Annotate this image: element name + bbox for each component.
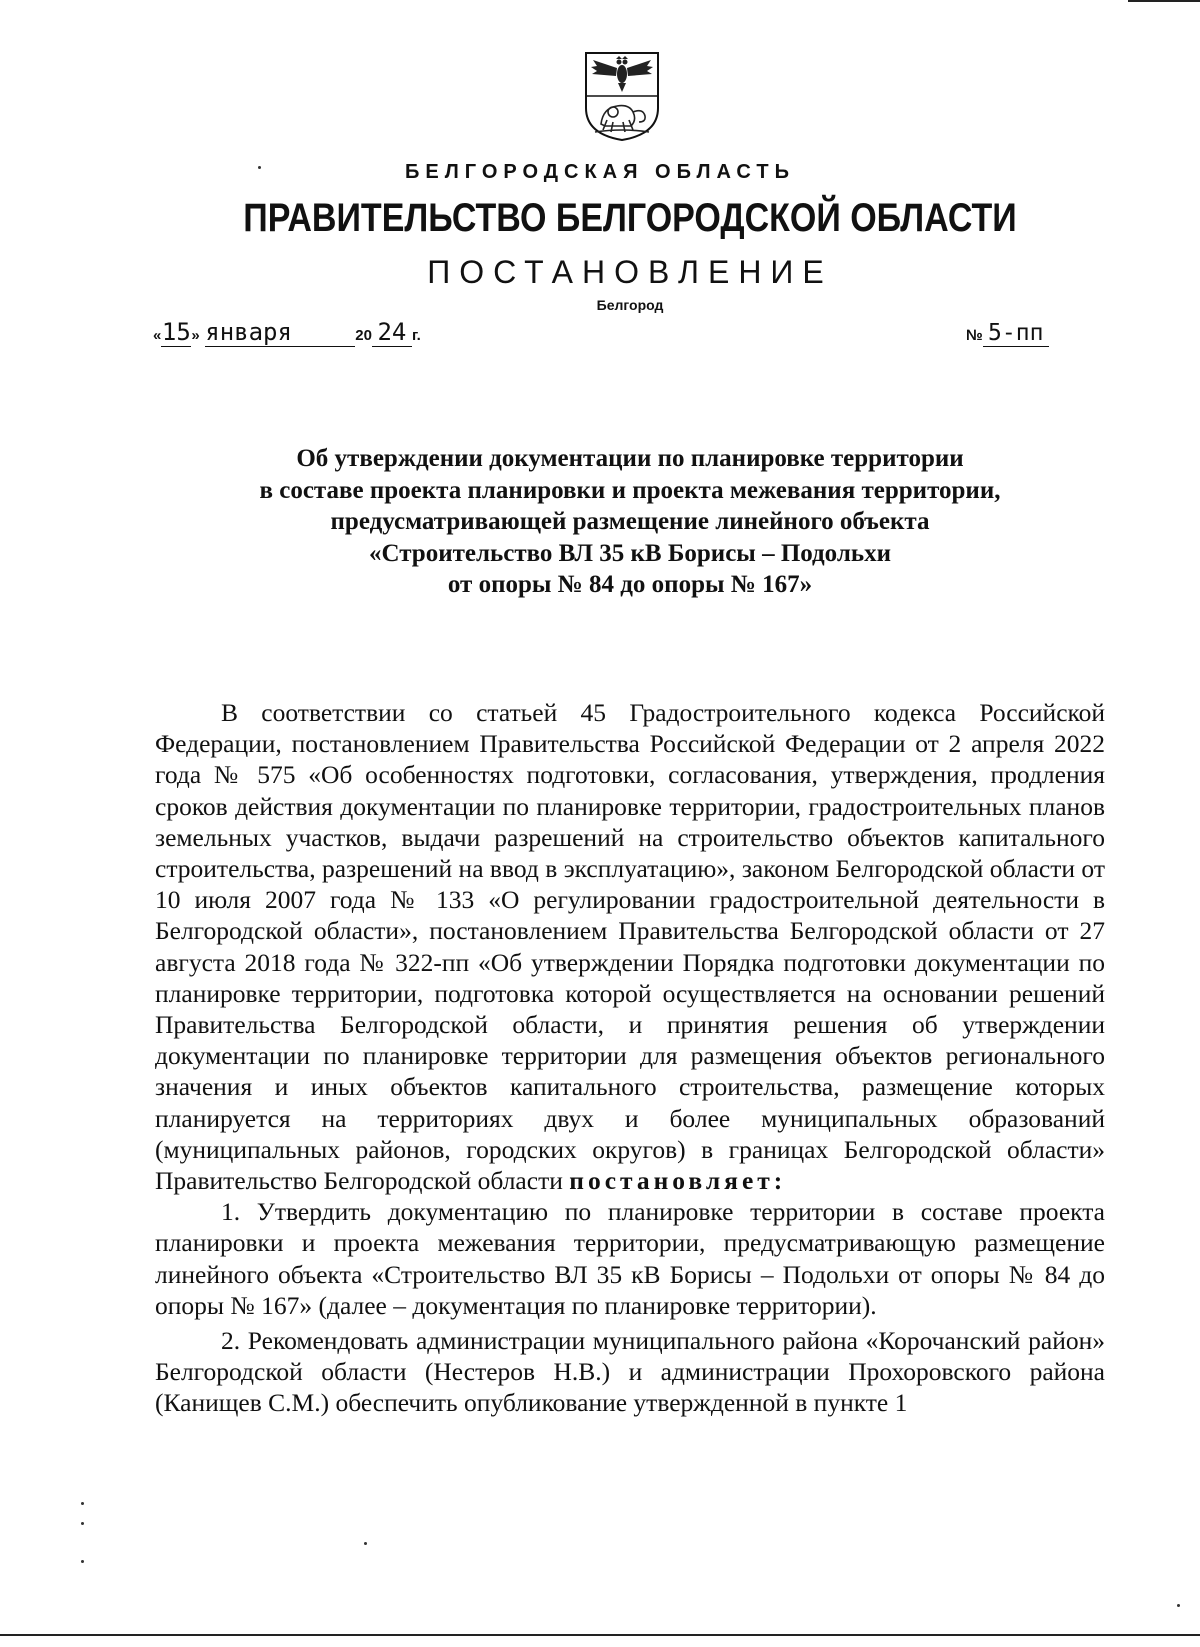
date-line xyxy=(153,318,421,347)
document-title xyxy=(0,443,1200,601)
item-2-paragraph: 2. Рекомендовать администрации муниципального района «Корочанский район» Белгородской области (Нестеров Н.В.) и администрации Прохоровского района (Канищев С.М.) обеспечить опубликование утвержденной в пункте 1 xyxy=(155,1326,1105,1418)
document-number: 5-пп xyxy=(983,320,1049,347)
city-name: Белгород xyxy=(596,297,664,313)
date-year-unit: г. xyxy=(411,327,421,344)
scan-edge-line xyxy=(1128,0,1200,2)
document-body xyxy=(155,697,1105,1419)
scan-speck xyxy=(81,1560,84,1563)
date-day: 15 xyxy=(161,318,191,346)
scan-speck xyxy=(81,1522,84,1525)
document-type: ПОСТАНОВЛЕНИЕ xyxy=(427,254,833,290)
scan-speck xyxy=(81,1502,84,1505)
scan-speck xyxy=(1177,1604,1180,1607)
date-year-prefix: 20 xyxy=(355,327,372,344)
item-1-paragraph: 1. Утвердить документацию по планировке территории в составе проекта планировки и проекта межевания территории, предусматривающую размещение линейного объекта «Строительство ВЛ 35 кВ Борисы – Подольхи от опоры № 84 до опоры № 167» (далее – документация по планировке территории). xyxy=(155,1197,1105,1320)
preamble-text: В соответствии со статьей 45 Градостроительного кодекса Российской Федерации, постановлением Правительства Российской Федерации от 2 апреля 2022 года № 575 «Об особенностях подготовки, согласования, утверждения, продления сроков действия документации по планировке территории, градостроительных планов земельных участков, выдачи разрешений на строительство объектов капитального строительства, разрешений на ввод в эксплуатацию», законом Белгородской области от 10 июля 2007 года № 133 «О регулировании градостроительной деятельности в Белгородской области», постановлением Правительства Белгородской области от 27 августа 2018 года № 322-пп «Об утверждении Порядка подготовки документации по планировке территории, подготовка которой осуществляется на основании решений Правительства Белгородской области, и принятия решения об утверждении документации по планировке территории для размещения объектов регионального значения и иных объектов капитального строительства, размещение которых планируется на территориях двух и более муниципальных образований (муниципальных районов, городских округов) в границах Белгородской области» Правительство Белгородской области xyxy=(155,698,1105,1196)
date-open-quote: « xyxy=(153,327,162,344)
number-label: № xyxy=(966,327,983,344)
title-line: в составе проекта планировки и проекта межевания территории, xyxy=(259,476,1001,504)
title-line: от опоры № 84 до опоры № 167» xyxy=(447,571,813,598)
region-name: БЕЛГОРОДСКАЯ ОБЛАСТЬ xyxy=(405,161,795,183)
decree-word: постановляет: xyxy=(569,1166,787,1196)
title-line: предусматривающей размещение линейного объекта xyxy=(330,508,930,535)
date-year-suffix: 24 xyxy=(372,318,412,347)
scan-edge-line xyxy=(0,1634,1200,1636)
date-close-quote: » xyxy=(191,327,200,344)
document-number-line xyxy=(966,320,1049,347)
scan-speck xyxy=(364,1542,367,1545)
date-month: января xyxy=(205,318,355,347)
title-line: Об утверждении документации по планировке территории xyxy=(296,445,964,472)
preamble-paragraph xyxy=(155,697,1105,1196)
title-line: «Строительство ВЛ 35 кВ Борисы – Подольхи xyxy=(368,539,892,567)
coat-of-arms-emblem xyxy=(583,50,661,142)
government-name: ПРАВИТЕЛЬСТВО БЕЛГОРОДСКОЙ ОБЛАСТИ xyxy=(243,196,1017,240)
scan-speck xyxy=(258,166,261,169)
